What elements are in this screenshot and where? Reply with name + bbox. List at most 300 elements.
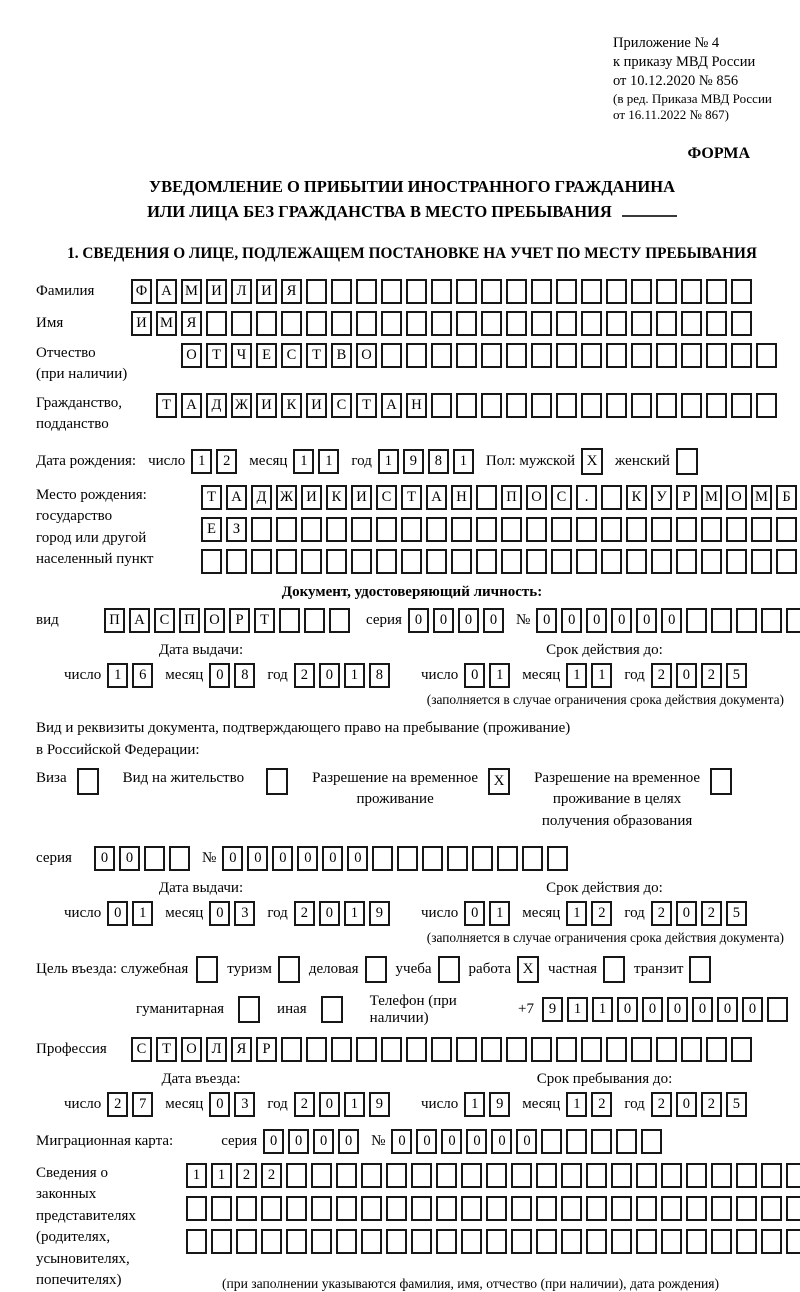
birth-place-cell[interactable] [351, 517, 372, 542]
doc-kind-cell[interactable] [279, 608, 300, 633]
entry-month-cell[interactable]: 3 [234, 1092, 255, 1117]
birth-place-cell[interactable] [426, 549, 447, 574]
birth-place-cell[interactable]: И [301, 485, 322, 510]
birth-place-cell[interactable] [601, 485, 622, 510]
citizenship-cell[interactable] [556, 393, 577, 418]
entry-year-cell[interactable]: 9 [369, 1092, 390, 1117]
migration-number-cell[interactable]: 0 [391, 1129, 412, 1154]
doc-kind-cell[interactable]: Т [254, 608, 275, 633]
legal-reps-cell[interactable] [611, 1163, 632, 1188]
legal-reps-cell[interactable] [561, 1229, 582, 1254]
given-name-cell[interactable] [256, 311, 277, 336]
given-name-cell[interactable] [556, 311, 577, 336]
residence-series-cell[interactable] [144, 846, 165, 871]
patronymic-cell[interactable]: Ч [231, 343, 252, 368]
residence-number-cell[interactable] [422, 846, 443, 871]
legal-reps-cell[interactable] [636, 1163, 657, 1188]
citizenship-cell[interactable] [756, 393, 777, 418]
patronymic-cell[interactable]: В [331, 343, 352, 368]
phone-cell[interactable]: 1 [567, 997, 588, 1022]
edu-residence-checkbox[interactable] [710, 768, 732, 795]
doc-number-cell[interactable]: 0 [586, 608, 607, 633]
doc-number-cell[interactable]: 0 [561, 608, 582, 633]
patronymic-cell[interactable]: Е [256, 343, 277, 368]
purpose-business-checkbox[interactable] [365, 956, 387, 983]
expiry-year-cell[interactable]: 2 [651, 663, 672, 688]
phone-cell[interactable]: 0 [717, 997, 738, 1022]
legal-reps-cell[interactable] [511, 1229, 532, 1254]
citizenship-cell[interactable] [506, 393, 527, 418]
birth-place-cell[interactable]: Ж [276, 485, 297, 510]
legal-reps-cell[interactable] [261, 1196, 282, 1221]
birth-place-cell[interactable]: Р [676, 485, 697, 510]
birth-place-cell[interactable]: О [526, 485, 547, 510]
patronymic-cell[interactable] [656, 343, 677, 368]
patronymic-cell[interactable] [456, 343, 477, 368]
profession-cell[interactable]: С [131, 1037, 152, 1062]
expiry-year-cell[interactable]: 2 [651, 901, 672, 926]
surname-cell[interactable] [431, 279, 452, 304]
legal-reps-cell[interactable] [586, 1196, 607, 1221]
patronymic-cell[interactable] [581, 343, 602, 368]
citizenship-cell[interactable]: Т [356, 393, 377, 418]
birth-place-cell[interactable]: С [551, 485, 572, 510]
birth-place-cell[interactable] [501, 549, 522, 574]
birth-place-cell[interactable] [776, 549, 797, 574]
doc-kind-cell[interactable] [329, 608, 350, 633]
citizenship-cell[interactable]: Д [206, 393, 227, 418]
doc-series-cell[interactable]: 0 [408, 608, 429, 633]
migration-series-cell[interactable]: 0 [338, 1129, 359, 1154]
purpose-official-checkbox[interactable] [196, 956, 218, 983]
issue-month-cell[interactable]: 0 [209, 901, 230, 926]
patronymic-cell[interactable] [556, 343, 577, 368]
birth-place-cell[interactable] [451, 549, 472, 574]
given-name-cell[interactable] [656, 311, 677, 336]
legal-reps-cell[interactable] [186, 1196, 207, 1221]
birth-place-cell[interactable] [776, 517, 797, 542]
profession-cell[interactable] [406, 1037, 427, 1062]
sex-male-checkbox[interactable]: X [581, 448, 603, 475]
surname-cell[interactable] [581, 279, 602, 304]
patronymic-cell[interactable] [481, 343, 502, 368]
given-name-cell[interactable] [406, 311, 427, 336]
birth-place-cell[interactable]: И [351, 485, 372, 510]
birth-place-cell[interactable]: З [226, 517, 247, 542]
given-name-cell[interactable] [481, 311, 502, 336]
given-name-cell[interactable] [631, 311, 652, 336]
legal-reps-cell[interactable] [686, 1196, 707, 1221]
citizenship-cell[interactable] [731, 393, 752, 418]
surname-cell[interactable] [706, 279, 727, 304]
purpose-other-checkbox[interactable] [321, 996, 343, 1023]
legal-reps-cell[interactable] [436, 1196, 457, 1221]
doc-number-cell[interactable]: 0 [661, 608, 682, 633]
legal-reps-cell[interactable] [586, 1163, 607, 1188]
doc-kind-cell[interactable]: С [154, 608, 175, 633]
legal-reps-cell[interactable] [461, 1196, 482, 1221]
legal-reps-cell[interactable] [236, 1196, 257, 1221]
birth-place-cell[interactable] [251, 517, 272, 542]
profession-cell[interactable] [631, 1037, 652, 1062]
migration-number-cell[interactable]: 0 [416, 1129, 437, 1154]
surname-cell[interactable] [631, 279, 652, 304]
residence-number-cell[interactable]: 0 [347, 846, 368, 871]
birth-place-cell[interactable] [376, 549, 397, 574]
birth-place-cell[interactable]: У [651, 485, 672, 510]
migration-series-cell[interactable]: 0 [263, 1129, 284, 1154]
doc-number-cell[interactable]: 0 [611, 608, 632, 633]
legal-reps-cell[interactable] [686, 1163, 707, 1188]
legal-reps-cell[interactable] [361, 1163, 382, 1188]
given-name-cell[interactable]: Я [181, 311, 202, 336]
issue-year-cell[interactable]: 2 [294, 663, 315, 688]
citizenship-cell[interactable] [706, 393, 727, 418]
legal-reps-cell[interactable] [411, 1196, 432, 1221]
surname-cell[interactable] [481, 279, 502, 304]
legal-reps-cell[interactable] [761, 1196, 782, 1221]
surname-cell[interactable]: Я [281, 279, 302, 304]
surname-cell[interactable]: Ф [131, 279, 152, 304]
legal-reps-cell[interactable] [761, 1163, 782, 1188]
migration-number-cell[interactable]: 0 [441, 1129, 462, 1154]
birth-year-cell[interactable]: 1 [378, 449, 399, 474]
birth-place-cell[interactable]: Т [401, 485, 422, 510]
birth-place-cell[interactable]: Е [201, 517, 222, 542]
legal-reps-cell[interactable] [536, 1163, 557, 1188]
birth-place-cell[interactable] [701, 549, 722, 574]
birth-place-cell[interactable] [351, 549, 372, 574]
given-name-cell[interactable] [281, 311, 302, 336]
stay-day-cell[interactable]: 9 [489, 1092, 510, 1117]
purpose-humanitarian-checkbox[interactable] [238, 996, 260, 1023]
doc-number-cell[interactable] [761, 608, 782, 633]
surname-cell[interactable] [731, 279, 752, 304]
phone-cell[interactable]: 0 [667, 997, 688, 1022]
legal-reps-cell[interactable] [661, 1163, 682, 1188]
birth-place-cell[interactable] [676, 517, 697, 542]
stay-month-cell[interactable]: 1 [566, 1092, 587, 1117]
birth-place-cell[interactable]: Н [451, 485, 472, 510]
birth-place-cell[interactable] [576, 549, 597, 574]
doc-kind-cell[interactable]: О [204, 608, 225, 633]
legal-reps-cell[interactable] [711, 1229, 732, 1254]
birth-day-cell[interactable]: 2 [216, 449, 237, 474]
legal-reps-cell[interactable] [236, 1229, 257, 1254]
legal-reps-cell[interactable] [211, 1229, 232, 1254]
birth-place-cell[interactable] [551, 517, 572, 542]
birth-place-cell[interactable] [601, 517, 622, 542]
migration-series-cell[interactable]: 0 [288, 1129, 309, 1154]
doc-kind-cell[interactable]: П [179, 608, 200, 633]
birth-place-cell[interactable] [401, 517, 422, 542]
birth-place-cell[interactable] [726, 549, 747, 574]
birth-place-cell[interactable]: К [326, 485, 347, 510]
birth-place-cell[interactable] [626, 517, 647, 542]
citizenship-cell[interactable] [481, 393, 502, 418]
birth-year-cell[interactable]: 1 [453, 449, 474, 474]
surname-cell[interactable] [556, 279, 577, 304]
legal-reps-cell[interactable] [286, 1163, 307, 1188]
issue-year-cell[interactable]: 8 [369, 663, 390, 688]
legal-reps-cell[interactable] [436, 1229, 457, 1254]
legal-reps-cell[interactable] [561, 1163, 582, 1188]
profession-cell[interactable] [506, 1037, 527, 1062]
migration-number-cell[interactable] [641, 1129, 662, 1154]
phone-cell[interactable]: 0 [742, 997, 763, 1022]
issue-year-cell[interactable]: 1 [344, 663, 365, 688]
issue-year-cell[interactable]: 0 [319, 901, 340, 926]
birth-month-cell[interactable]: 1 [293, 449, 314, 474]
given-name-cell[interactable] [706, 311, 727, 336]
expiry-day-cell[interactable]: 1 [489, 901, 510, 926]
patronymic-cell[interactable]: О [181, 343, 202, 368]
legal-reps-cell[interactable] [461, 1163, 482, 1188]
residence-number-cell[interactable]: 0 [247, 846, 268, 871]
profession-cell[interactable] [556, 1037, 577, 1062]
residence-number-cell[interactable] [522, 846, 543, 871]
temp-residence-checkbox[interactable]: X [488, 768, 510, 795]
legal-reps-cell[interactable] [661, 1229, 682, 1254]
legal-reps-cell[interactable]: 1 [211, 1163, 232, 1188]
legal-reps-cell[interactable] [411, 1229, 432, 1254]
birth-place-cell[interactable] [626, 549, 647, 574]
legal-reps-cell[interactable] [336, 1196, 357, 1221]
residence-number-cell[interactable] [397, 846, 418, 871]
birth-place-cell[interactable] [676, 549, 697, 574]
migration-number-cell[interactable] [566, 1129, 587, 1154]
purpose-private-checkbox[interactable] [603, 956, 625, 983]
profession-cell[interactable] [731, 1037, 752, 1062]
given-name-cell[interactable] [506, 311, 527, 336]
given-name-cell[interactable] [231, 311, 252, 336]
surname-cell[interactable]: Л [231, 279, 252, 304]
residence-number-cell[interactable]: 0 [322, 846, 343, 871]
legal-reps-cell[interactable] [311, 1196, 332, 1221]
surname-cell[interactable] [681, 279, 702, 304]
legal-reps-cell[interactable] [536, 1196, 557, 1221]
stay-month-cell[interactable]: 2 [591, 1092, 612, 1117]
doc-series-cell[interactable]: 0 [458, 608, 479, 633]
given-name-cell[interactable] [581, 311, 602, 336]
citizenship-cell[interactable]: С [331, 393, 352, 418]
legal-reps-cell[interactable] [336, 1229, 357, 1254]
birth-place-cell[interactable]: Б [776, 485, 797, 510]
birth-place-cell[interactable] [401, 549, 422, 574]
birth-place-cell[interactable] [276, 549, 297, 574]
residence-number-cell[interactable] [472, 846, 493, 871]
profession-cell[interactable]: Л [206, 1037, 227, 1062]
migration-number-cell[interactable]: 0 [516, 1129, 537, 1154]
birth-place-cell[interactable] [751, 549, 772, 574]
birth-place-cell[interactable] [526, 517, 547, 542]
birth-year-cell[interactable]: 9 [403, 449, 424, 474]
profession-cell[interactable] [381, 1037, 402, 1062]
issue-year-cell[interactable]: 2 [294, 901, 315, 926]
birth-place-cell[interactable]: С [376, 485, 397, 510]
doc-number-cell[interactable]: 0 [636, 608, 657, 633]
legal-reps-cell[interactable] [461, 1229, 482, 1254]
expiry-year-cell[interactable]: 2 [701, 663, 722, 688]
legal-reps-cell[interactable] [761, 1229, 782, 1254]
stay-year-cell[interactable]: 5 [726, 1092, 747, 1117]
surname-cell[interactable]: М [181, 279, 202, 304]
profession-cell[interactable] [581, 1037, 602, 1062]
profession-cell[interactable]: Я [231, 1037, 252, 1062]
entry-year-cell[interactable]: 1 [344, 1092, 365, 1117]
expiry-month-cell[interactable]: 1 [566, 901, 587, 926]
issue-day-cell[interactable]: 6 [132, 663, 153, 688]
patronymic-cell[interactable]: С [281, 343, 302, 368]
issue-year-cell[interactable]: 9 [369, 901, 390, 926]
expiry-year-cell[interactable]: 5 [726, 901, 747, 926]
citizenship-cell[interactable]: Ж [231, 393, 252, 418]
expiry-year-cell[interactable]: 5 [726, 663, 747, 688]
stay-year-cell[interactable]: 0 [676, 1092, 697, 1117]
surname-cell[interactable]: И [206, 279, 227, 304]
issue-month-cell[interactable]: 8 [234, 663, 255, 688]
doc-kind-cell[interactable] [304, 608, 325, 633]
migration-number-cell[interactable]: 0 [466, 1129, 487, 1154]
issue-year-cell[interactable]: 0 [319, 663, 340, 688]
birth-place-cell[interactable] [651, 549, 672, 574]
legal-reps-cell[interactable] [711, 1196, 732, 1221]
issue-year-cell[interactable]: 1 [344, 901, 365, 926]
legal-reps-cell[interactable] [411, 1163, 432, 1188]
issue-month-cell[interactable]: 0 [209, 663, 230, 688]
profession-cell[interactable] [306, 1037, 327, 1062]
purpose-transit-checkbox[interactable] [689, 956, 711, 983]
migration-number-cell[interactable]: 0 [491, 1129, 512, 1154]
legal-reps-cell[interactable] [636, 1229, 657, 1254]
citizenship-cell[interactable] [681, 393, 702, 418]
doc-kind-cell[interactable]: Р [229, 608, 250, 633]
legal-reps-cell[interactable] [361, 1196, 382, 1221]
legal-reps-cell[interactable] [686, 1229, 707, 1254]
birth-place-cell[interactable] [226, 549, 247, 574]
doc-number-cell[interactable] [786, 608, 800, 633]
issue-day-cell[interactable]: 1 [107, 663, 128, 688]
migration-number-cell[interactable] [541, 1129, 562, 1154]
given-name-cell[interactable] [306, 311, 327, 336]
entry-month-cell[interactable]: 0 [209, 1092, 230, 1117]
citizenship-cell[interactable] [581, 393, 602, 418]
patronymic-cell[interactable] [431, 343, 452, 368]
given-name-cell[interactable] [381, 311, 402, 336]
legal-reps-cell[interactable] [211, 1196, 232, 1221]
legal-reps-cell[interactable] [361, 1229, 382, 1254]
citizenship-cell[interactable]: И [256, 393, 277, 418]
legal-reps-cell[interactable] [511, 1196, 532, 1221]
birth-place-cell[interactable] [376, 517, 397, 542]
phone-cell[interactable]: 0 [642, 997, 663, 1022]
sex-female-checkbox[interactable] [676, 448, 698, 475]
phone-cell[interactable]: 9 [542, 997, 563, 1022]
legal-reps-cell[interactable] [186, 1229, 207, 1254]
legal-reps-cell[interactable] [486, 1196, 507, 1221]
residence-series-cell[interactable] [169, 846, 190, 871]
legal-reps-cell[interactable] [286, 1196, 307, 1221]
birth-month-cell[interactable]: 1 [318, 449, 339, 474]
legal-reps-cell[interactable] [336, 1163, 357, 1188]
patronymic-cell[interactable] [506, 343, 527, 368]
migration-number-cell[interactable] [616, 1129, 637, 1154]
legal-reps-cell[interactable] [661, 1196, 682, 1221]
phone-cell[interactable] [767, 997, 788, 1022]
profession-cell[interactable] [681, 1037, 702, 1062]
profession-cell[interactable] [431, 1037, 452, 1062]
profession-cell[interactable]: О [181, 1037, 202, 1062]
residence-series-cell[interactable]: 0 [94, 846, 115, 871]
given-name-cell[interactable] [456, 311, 477, 336]
citizenship-cell[interactable] [606, 393, 627, 418]
birth-place-cell[interactable]: А [426, 485, 447, 510]
surname-cell[interactable] [306, 279, 327, 304]
residence-number-cell[interactable]: 0 [297, 846, 318, 871]
profession-cell[interactable]: Т [156, 1037, 177, 1062]
surname-cell[interactable] [356, 279, 377, 304]
birth-place-cell[interactable]: А [226, 485, 247, 510]
given-name-cell[interactable] [681, 311, 702, 336]
residence-number-cell[interactable] [547, 846, 568, 871]
patronymic-cell[interactable] [631, 343, 652, 368]
visa-checkbox[interactable] [77, 768, 99, 795]
given-name-cell[interactable]: М [156, 311, 177, 336]
birth-place-cell[interactable] [551, 549, 572, 574]
expiry-year-cell[interactable]: 2 [701, 901, 722, 926]
doc-series-cell[interactable]: 0 [483, 608, 504, 633]
purpose-tourism-checkbox[interactable] [278, 956, 300, 983]
patronymic-cell[interactable] [606, 343, 627, 368]
patronymic-cell[interactable] [731, 343, 752, 368]
legal-reps-cell[interactable] [586, 1229, 607, 1254]
expiry-month-cell[interactable]: 1 [566, 663, 587, 688]
birth-day-cell[interactable]: 1 [191, 449, 212, 474]
legal-reps-cell[interactable] [611, 1229, 632, 1254]
birth-place-cell[interactable] [301, 549, 322, 574]
given-name-cell[interactable] [206, 311, 227, 336]
birth-place-cell[interactable] [651, 517, 672, 542]
birth-place-cell[interactable]: М [701, 485, 722, 510]
stay-year-cell[interactable]: 2 [701, 1092, 722, 1117]
birth-place-cell[interactable] [476, 485, 497, 510]
profession-cell[interactable] [656, 1037, 677, 1062]
birth-place-cell[interactable]: Т [201, 485, 222, 510]
purpose-study-checkbox[interactable] [438, 956, 460, 983]
birth-place-cell[interactable] [326, 549, 347, 574]
entry-year-cell[interactable]: 0 [319, 1092, 340, 1117]
birth-place-cell[interactable]: П [501, 485, 522, 510]
expiry-month-cell[interactable]: 1 [591, 663, 612, 688]
phone-cell[interactable]: 0 [692, 997, 713, 1022]
migration-number-cell[interactable] [591, 1129, 612, 1154]
doc-number-cell[interactable] [711, 608, 732, 633]
surname-cell[interactable] [456, 279, 477, 304]
patronymic-cell[interactable] [531, 343, 552, 368]
patronymic-cell[interactable] [681, 343, 702, 368]
residence-series-cell[interactable]: 0 [119, 846, 140, 871]
migration-series-cell[interactable]: 0 [313, 1129, 334, 1154]
legal-reps-cell[interactable] [486, 1229, 507, 1254]
profession-cell[interactable] [331, 1037, 352, 1062]
legal-reps-cell[interactable] [436, 1163, 457, 1188]
patronymic-cell[interactable] [406, 343, 427, 368]
birth-place-cell[interactable] [501, 517, 522, 542]
birth-place-cell[interactable] [251, 549, 272, 574]
expiry-year-cell[interactable]: 0 [676, 901, 697, 926]
citizenship-cell[interactable] [456, 393, 477, 418]
residence-number-cell[interactable] [497, 846, 518, 871]
